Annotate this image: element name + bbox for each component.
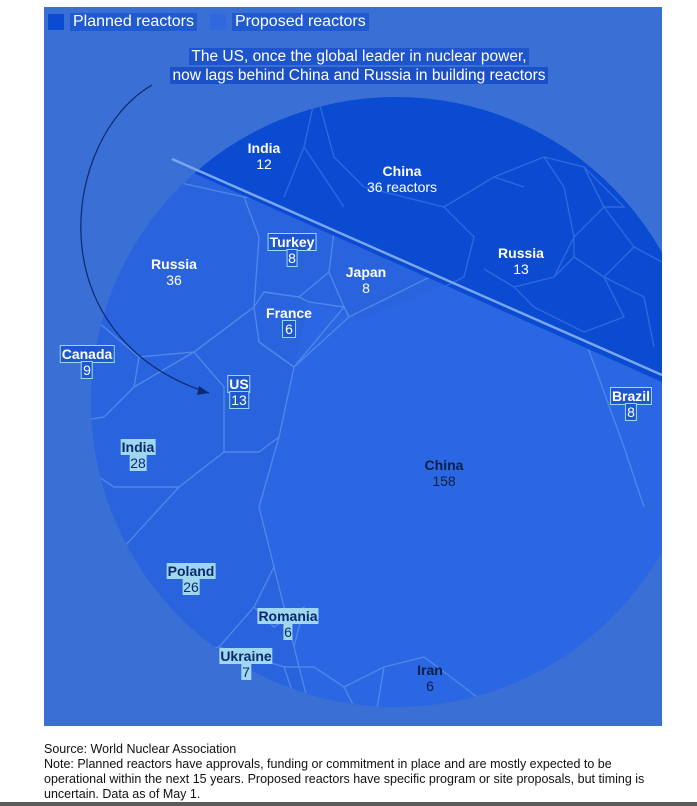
legend-planned-swatch (48, 14, 64, 30)
legend-proposed (210, 12, 369, 32)
source-note: Source: World Nuclear Association (44, 742, 237, 756)
voronoi-chart (44, 7, 662, 726)
label-proposed-china (425, 457, 464, 489)
label-proposed-iran (417, 662, 443, 694)
label-value: 13 (231, 392, 247, 408)
label-proposed-brazil (611, 388, 651, 420)
label-proposed-romania (257, 608, 318, 640)
legend-proposed-label: Proposed reactors (232, 13, 369, 31)
label-proposed-japan (346, 264, 386, 296)
label-proposed-france (266, 305, 312, 337)
label-name: Japan (345, 264, 387, 280)
label-value: 158 (432, 473, 456, 489)
label-name: Iran (417, 662, 443, 678)
label-planned-russia (498, 245, 544, 277)
legend-planned (48, 12, 197, 32)
label-planned-china (367, 163, 437, 195)
label-value: 8 (288, 250, 296, 266)
label-value: 26 (183, 579, 199, 595)
label-name: India (247, 140, 281, 156)
label-proposed-ukraine (219, 648, 272, 680)
label-value: 8 (627, 404, 635, 420)
label-value: 6 (285, 321, 293, 337)
label-name: Russia (151, 256, 197, 272)
label-name: Brazil (611, 388, 651, 404)
label-name: US (229, 376, 249, 392)
label-proposed-india (121, 439, 156, 471)
label-name: China (382, 163, 422, 179)
label-name: Canada (61, 346, 113, 362)
label-proposed-turkey (269, 234, 316, 266)
label-value: 36 reactors (366, 179, 438, 195)
label-name: Ukraine (220, 648, 272, 664)
bottom-rule (0, 802, 697, 806)
label-proposed-canada (61, 346, 114, 378)
label-name: Russia (498, 245, 544, 261)
label-value: 9 (83, 362, 91, 378)
label-planned-india (248, 140, 281, 172)
label-value: 6 (426, 678, 434, 694)
methodology-note: Note: Planned reactors have approvals, funding or commitment in place and are mostly expected to be operational within the next 15 years. Proposed reactors have specific program or site proposals, but timing is uncertain. Data as of May 1. (44, 757, 645, 801)
label-proposed-poland (167, 563, 216, 595)
chart-footer (44, 742, 664, 802)
label-value: 13 (513, 261, 529, 277)
label-name: Turkey (269, 234, 315, 250)
chart-panel (44, 7, 662, 726)
label-value: 8 (362, 280, 370, 296)
label-name: Poland (167, 563, 215, 579)
annotation-line-1: The US, once the global leader in nuclear power, (191, 48, 527, 65)
label-name: China (424, 457, 464, 473)
label-value: 36 (166, 272, 182, 288)
annotation-text (139, 47, 579, 85)
label-value: 28 (130, 455, 146, 471)
label-name: Romania (258, 608, 318, 624)
label-proposed-russia (151, 256, 197, 288)
label-name: India (121, 439, 155, 455)
label-name: France (266, 305, 312, 321)
label-value: 6 (284, 624, 292, 640)
label-proposed-us (228, 376, 249, 408)
label-value: 7 (242, 664, 250, 680)
label-value: 12 (256, 156, 272, 172)
annotation-line-2: now lags behind China and Russia in building reactors (172, 67, 546, 84)
legend-planned-label: Planned reactors (70, 13, 197, 31)
legend-proposed-swatch (210, 14, 226, 30)
